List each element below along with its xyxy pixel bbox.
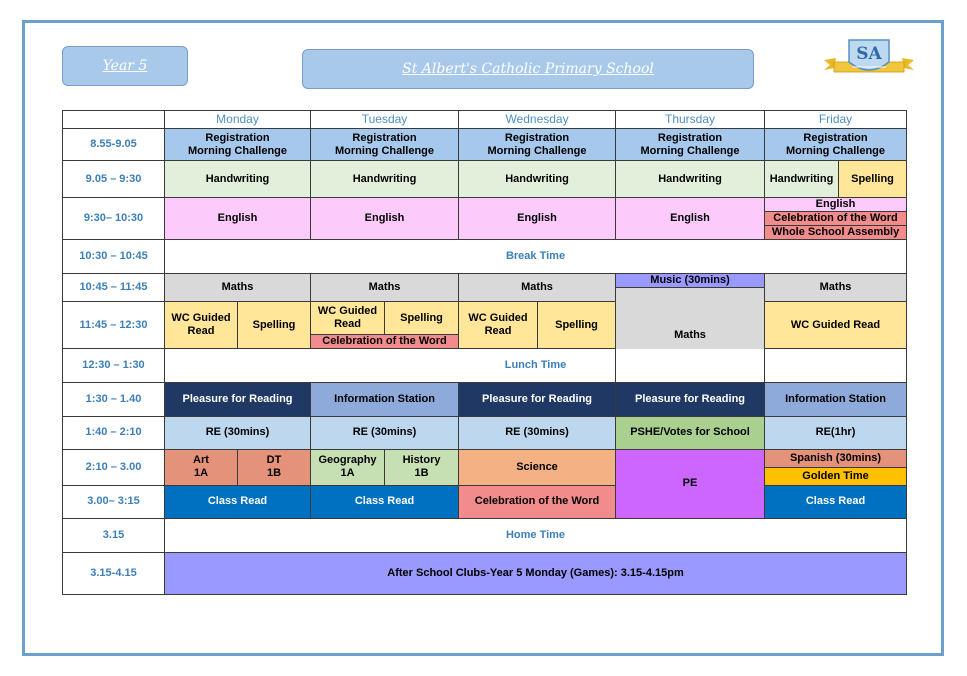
row-break (63, 240, 907, 274)
lesson-spelling: Spelling (839, 161, 907, 198)
lesson-registration: Registration Morning Challenge (311, 129, 459, 161)
lesson-golden-time: Golden Time (765, 467, 907, 485)
time-cell: 12:30 – 1:30 (63, 349, 165, 383)
lesson-wc-guided-read: WC Guided Read (459, 302, 538, 349)
day-wednesday: Wednesday (459, 111, 616, 129)
lesson-maths: Maths (311, 274, 459, 302)
time-cell: 2:10 – 3.00 (63, 449, 165, 485)
time-cell: 11:45 – 12:30 (63, 302, 165, 349)
after-school-clubs: After School Clubs-Year 5 Monday (Games): 3.15-4.15pm (165, 552, 907, 594)
time-cell: 10:30 – 10:45 (63, 240, 165, 274)
lesson-science: Science (459, 449, 616, 485)
row-home (63, 518, 907, 552)
lesson-music: Music (30mins) (616, 274, 765, 288)
time-cell: 1:30 – 1.40 (63, 383, 165, 416)
lesson-art: Art 1A (165, 449, 238, 485)
time-cell: 8.55-9.05 (63, 129, 165, 161)
time-cell: 3.15 (63, 518, 165, 552)
corner-cell (63, 111, 165, 129)
lesson-class-read: Class Read (765, 485, 907, 518)
lesson-pleasure-reading: Pleasure for Reading (616, 383, 765, 416)
lesson-class-read: Class Read (165, 485, 311, 518)
timetable (62, 110, 907, 595)
lesson-english: English (616, 198, 765, 240)
lesson-spelling: Spelling (385, 302, 459, 335)
lesson-class-read: Class Read (311, 485, 459, 518)
lesson-geography: Geography 1A (311, 449, 385, 485)
lesson-history: History 1B (385, 449, 459, 485)
logo-text: SA (856, 44, 882, 64)
lesson-celebration-word: Celebration of the Word (765, 212, 907, 226)
lesson-spelling: Spelling (538, 302, 616, 349)
row-afternoon (63, 449, 907, 467)
day-friday: Friday (765, 111, 907, 129)
lesson-dt: DT 1B (238, 449, 311, 485)
lesson-handwriting: Handwriting (459, 161, 616, 198)
lesson-handwriting: Handwriting (165, 161, 311, 198)
lesson-english: English (311, 198, 459, 240)
row-handwriting (63, 161, 907, 198)
row-class-read (63, 485, 907, 518)
lesson-spanish: Spanish (30mins) (765, 449, 907, 467)
row-guided-read (63, 302, 907, 335)
time-cell: 9.05 – 9:30 (63, 161, 165, 198)
lesson-maths: Maths (165, 274, 311, 302)
lesson-pe: PE (616, 449, 765, 518)
time-cell: 3.00– 3:15 (63, 485, 165, 518)
school-name: St Albert's Catholic Primary School (302, 49, 754, 89)
lesson-re: RE (30mins) (459, 416, 616, 449)
day-tuesday: Tuesday (311, 111, 459, 129)
lesson-registration: Registration Morning Challenge (165, 129, 311, 161)
lesson-maths: Maths (459, 274, 616, 302)
lesson-re-1hr: RE(1hr) (765, 416, 907, 449)
lesson-english: English (165, 198, 311, 240)
time-cell: 9:30– 10:30 (63, 198, 165, 240)
lesson-spelling: Spelling (238, 302, 311, 349)
lesson-english: English (459, 198, 616, 240)
year-label: Year 5 (62, 46, 188, 86)
lesson-whole-school-assembly: Whole School Assembly (765, 226, 907, 240)
lesson-english: English (765, 198, 907, 212)
row-after-school (63, 552, 907, 594)
row-registration (63, 129, 907, 161)
lesson-handwriting: Handwriting (311, 161, 459, 198)
lesson-maths-thursday: Maths (616, 288, 765, 383)
day-header-row (63, 111, 907, 129)
lesson-information-station: Information Station (765, 383, 907, 416)
lesson-wc-guided-read: WC Guided Read (765, 302, 907, 349)
lunch-time: Lunch Time (165, 349, 907, 383)
lesson-registration: Registration Morning Challenge (765, 129, 907, 161)
lesson-wc-guided-read: WC Guided Read (311, 302, 385, 335)
break-time: Break Time (165, 240, 907, 274)
row-maths (63, 274, 907, 288)
row-english (63, 198, 907, 212)
lesson-celebration-word: Celebration of the Word (459, 485, 616, 518)
lesson-registration: Registration Morning Challenge (459, 129, 616, 161)
time-cell: 10:45 – 11:45 (63, 274, 165, 302)
row-lunch (63, 349, 907, 383)
row-reading (63, 383, 907, 416)
day-monday: Monday (165, 111, 311, 129)
lesson-information-station: Information Station (311, 383, 459, 416)
lesson-handwriting: Handwriting (765, 161, 839, 198)
lesson-pleasure-reading: Pleasure for Reading (459, 383, 616, 416)
lesson-celebration-word: Celebration of the Word (311, 335, 459, 349)
time-cell: 3.15-4.15 (63, 552, 165, 594)
row-re (63, 416, 907, 449)
lesson-wc-guided-read: WC Guided Read (165, 302, 238, 349)
lesson-pshe: PSHE/Votes for School (616, 416, 765, 449)
day-thursday: Thursday (616, 111, 765, 129)
lesson-pleasure-reading: Pleasure for Reading (165, 383, 311, 416)
home-time: Home Time (165, 518, 907, 552)
lesson-handwriting: Handwriting (616, 161, 765, 198)
time-cell: 1:40 – 2:10 (63, 416, 165, 449)
lesson-registration: Registration Morning Challenge (616, 129, 765, 161)
lesson-re: RE (30mins) (311, 416, 459, 449)
lesson-maths: Maths (765, 274, 907, 302)
school-logo (822, 38, 916, 82)
lesson-re: RE (30mins) (165, 416, 311, 449)
